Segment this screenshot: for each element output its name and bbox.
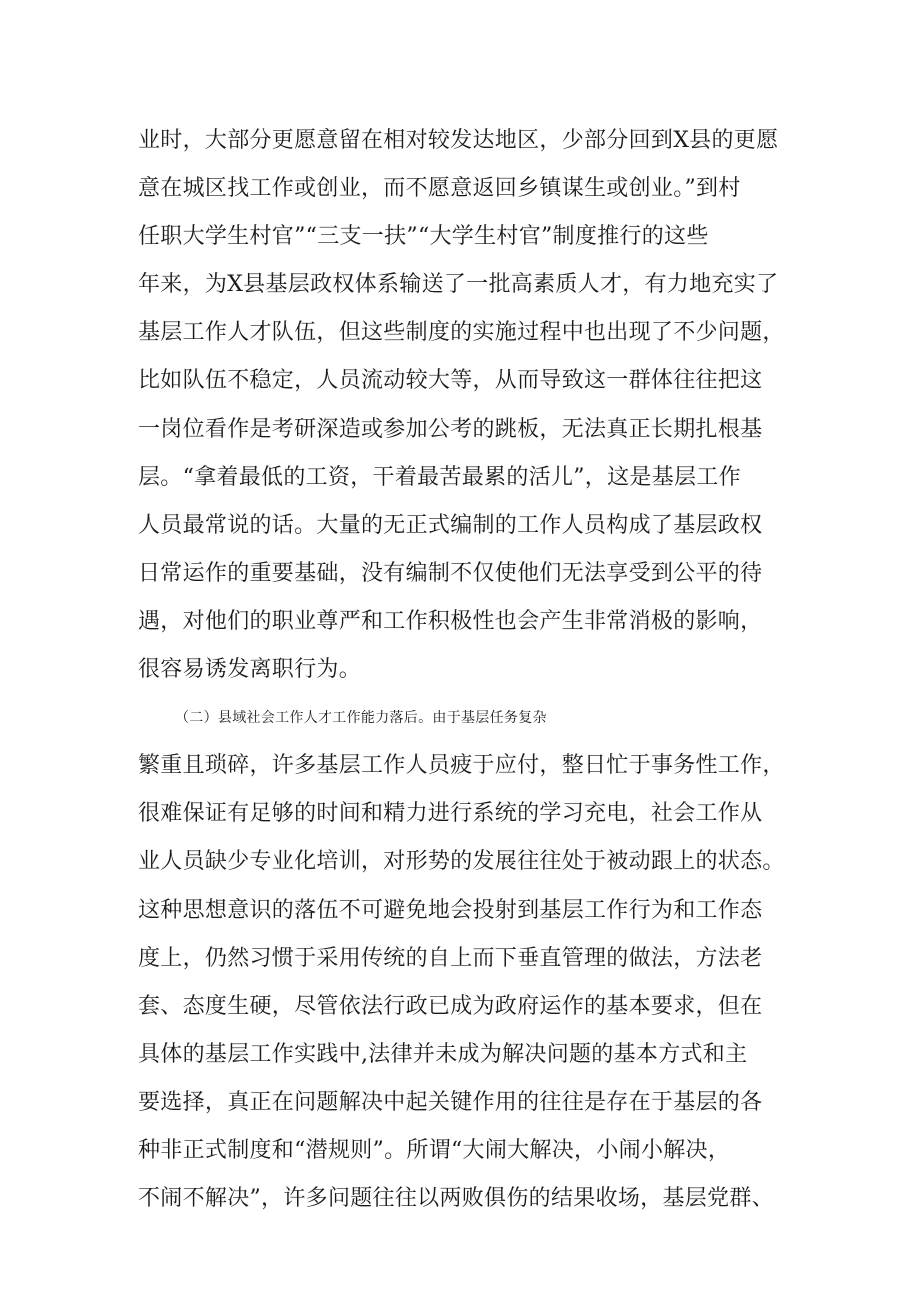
body-text bbox=[138, 117, 798, 1223]
text-line: 要选择，真正在问题解决中起关键作用的往往是存在于基层的各 bbox=[138, 1089, 763, 1115]
text-line: 度上，仍然习惯于采用传统的自上而下垂直管理的做法，方法老 bbox=[138, 945, 763, 971]
text-line: 层。“拿着最低的工资，干着最苦最累的活儿”，这是基层工作 bbox=[138, 464, 741, 490]
text-line: 意在城区找工作或创业，而不愿意返回乡镇谋生或创业。”到村 bbox=[138, 176, 741, 202]
text-line: 遇，对他们的职业尊严和工作积极性也会产生非常消极的影响， bbox=[138, 608, 763, 634]
text-line: 种非正式制度和“潜规则”。所谓“大闹大解决，小闹小解决， bbox=[138, 1137, 731, 1163]
text-line: 一岗位看作是考研深造或参加公考的跳板，无法真正长期扎根基 bbox=[138, 416, 763, 442]
section-heading-line: （二）县域社会工作人才工作能力落后。由于基层任务复杂 bbox=[175, 710, 547, 727]
text-line: 基层工作人才队伍，但这些制度的实施过程中也出现了不少问题， bbox=[138, 320, 785, 346]
text-line: 繁重且琐碎，许多基层工作人员疲于应付，整日忙于事务性工作， bbox=[138, 753, 785, 779]
text-line: 很容易诱发离职行为。 bbox=[138, 657, 362, 683]
text-line: 人员最常说的话。大量的无正式编制的工作人员构成了基层政权 bbox=[138, 512, 763, 538]
text-line: 任职大学生村官”“三支一扶”“大学生村官”制度推行的这些 bbox=[138, 224, 709, 250]
text-line: 这种思想意识的落伍不可避免地会投射到基层工作行为和工作态 bbox=[138, 897, 763, 923]
text-line: 业时，大部分更愿意留在相对较发达地区，少部分回到X县的更愿 bbox=[138, 128, 779, 153]
text-line: 套、态度生硬，尽管依法行政已成为政府运作的基本要求，但在 bbox=[138, 993, 763, 1019]
text-line: 日常运作的重要基础，没有编制不仅使他们无法享受到公平的待 bbox=[138, 560, 763, 586]
text-line: 具体的基层工作实践中,法律并未成为解决问题的基本方式和主 bbox=[138, 1041, 748, 1067]
text-line: 很难保证有足够的时间和精力进行系统的学习充电，社会工作从 bbox=[138, 801, 763, 827]
text-line: 业人员缺少专业化培训，对形势的发展往往处于被动跟上的状态。 bbox=[138, 849, 785, 875]
text-line: 不闹不解决”，许多问题往往以两败俱伤的结果收场，基层党群、 bbox=[138, 1186, 774, 1212]
text-line: 年来，为X县基层政权体系输送了一批高素质人才，有力地充实了 bbox=[138, 272, 779, 298]
text-line: 比如队伍不稳定，人员流动较大等，从而导致这一群体往往把这 bbox=[138, 368, 763, 394]
